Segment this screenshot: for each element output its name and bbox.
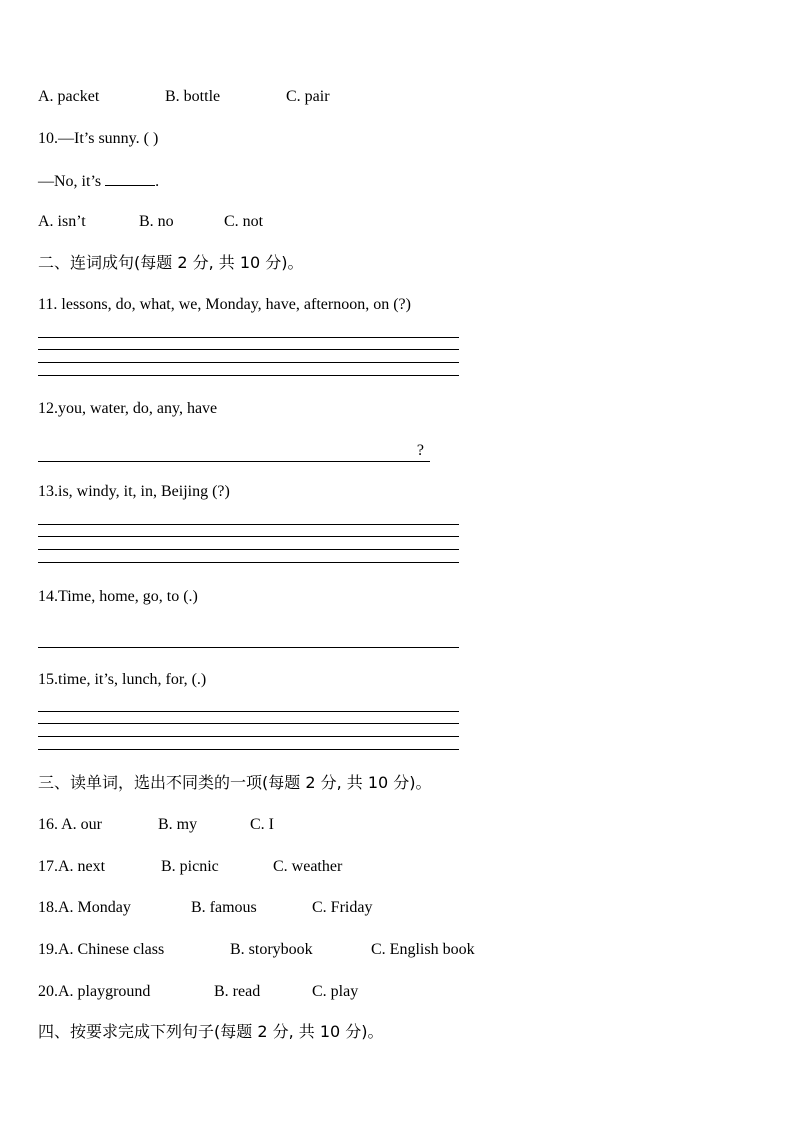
q15-prompt: 15.time, it’s, lunch, for, (.) xyxy=(38,671,207,688)
q14-prompt: 14.Time, home, go, to (.) xyxy=(38,588,198,605)
q12-prompt: 12.you, water, do, any, have xyxy=(38,400,218,417)
q9-option-b: B. bottle xyxy=(165,88,221,105)
q17-option-a: 17.A. next xyxy=(38,858,106,875)
q20-option-a: 20.A. playground xyxy=(38,983,151,1000)
q17-option-c: C. weather xyxy=(273,858,343,875)
q16-option-a: 16. A. our xyxy=(38,816,102,833)
section2-heading: 二、连词成句(每题 2 分, 共 10 分)。 xyxy=(38,253,304,272)
q20-option-b: B. read xyxy=(214,983,261,1000)
q13-answer-line xyxy=(38,536,459,537)
q10-stem: 10.—It’s sunny. ( ) xyxy=(38,130,159,147)
q10-reply xyxy=(38,171,159,192)
q16-option-b: B. my xyxy=(158,816,198,833)
q10-reply-prefix: —No, it’s xyxy=(38,173,106,190)
q10-blank[interactable] xyxy=(105,171,155,186)
q12-question-mark: ? xyxy=(416,442,424,459)
q11-answer-line xyxy=(38,375,459,376)
q12-answer-line[interactable] xyxy=(38,441,430,462)
q20-option-c: C. play xyxy=(312,983,359,1000)
q14-answer-line[interactable] xyxy=(38,647,459,648)
q17-option-b: B. picnic xyxy=(161,858,219,875)
q10-option-a: A. isn’t xyxy=(38,213,86,230)
q13-answer-line[interactable] xyxy=(38,524,459,525)
q16-option-c: C. I xyxy=(250,816,274,833)
q15-answer-line xyxy=(38,723,459,724)
q15-answer-line xyxy=(38,749,459,750)
q10-reply-suffix: . xyxy=(155,173,160,190)
q18-option-a: 18.A. Monday xyxy=(38,899,131,916)
q11-answer-line xyxy=(38,349,459,350)
q13-prompt: 13.is, windy, it, in, Beijing (?) xyxy=(38,483,230,500)
section3-heading: 三、读单词，选出不同类的一项(每题 2 分, 共 10 分)。 xyxy=(38,773,432,792)
q19-option-a: 19.A. Chinese class xyxy=(38,941,165,958)
q13-answer-line xyxy=(38,549,459,550)
q11-answer-line[interactable] xyxy=(38,337,459,338)
q9-option-c: C. pair xyxy=(286,88,330,105)
q15-answer-line[interactable] xyxy=(38,711,459,712)
q10-option-c: C. not xyxy=(224,213,264,230)
q11-prompt: 11. lessons, do, what, we, Monday, have, afternoon, on (?) xyxy=(38,296,411,313)
q9-option-a: A. packet xyxy=(38,88,100,105)
q10-option-b: B. no xyxy=(139,213,174,230)
q19-option-c: C. English book xyxy=(371,941,475,958)
q11-answer-line xyxy=(38,362,459,363)
q15-answer-line xyxy=(38,736,459,737)
section4-heading: 四、按要求完成下列句子(每题 2 分, 共 10 分)。 xyxy=(38,1022,384,1041)
q19-option-b: B. storybook xyxy=(230,941,313,958)
q18-option-c: C. Friday xyxy=(312,899,373,916)
q13-answer-line xyxy=(38,562,459,563)
q18-option-b: B. famous xyxy=(191,899,257,916)
